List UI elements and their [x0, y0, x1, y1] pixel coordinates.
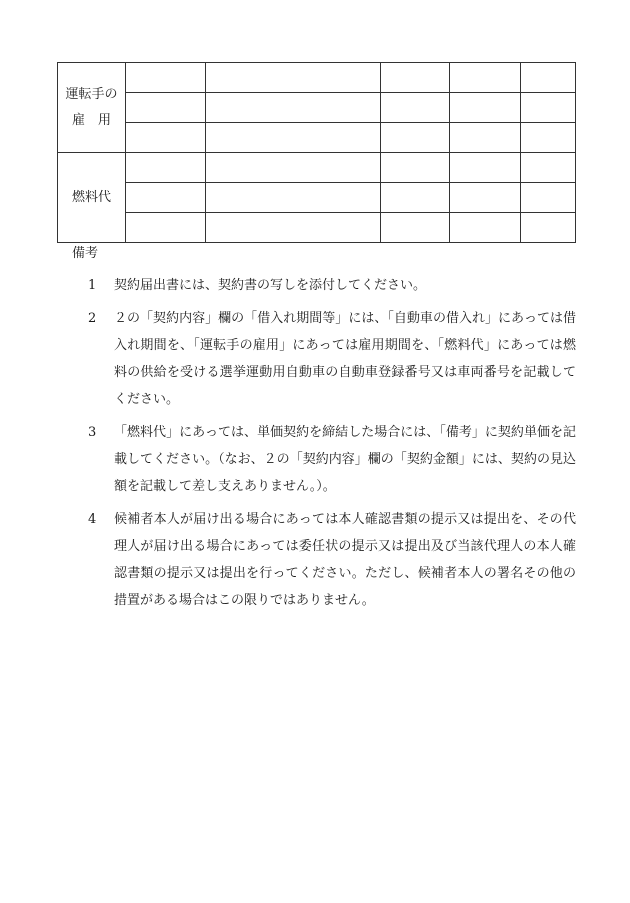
table-cell: [450, 213, 521, 243]
table-cell: [126, 63, 206, 93]
table-cell: [206, 183, 381, 213]
table-cell: [381, 93, 450, 123]
note-number: 1: [88, 278, 97, 293]
table-cell: [126, 213, 206, 243]
table-cell: [381, 183, 450, 213]
table-row: [58, 123, 576, 153]
note-text: 「燃料代」にあっては、単価契約を締結した場合には、「備考」に契約単価を記載してください。（なお、２の「契約内容」欄の「契約金額」には、契約の見込額を記載して差し支えありません。）。: [114, 425, 576, 494]
table-row: [58, 93, 576, 123]
note-number: 4: [88, 512, 97, 527]
table-cell: [450, 63, 521, 93]
table-cell: [126, 123, 206, 153]
table-cell: [381, 213, 450, 243]
contract-table: [57, 62, 576, 243]
row-header-line: 雇 用: [71, 112, 111, 128]
note-item: [88, 419, 576, 500]
note-text: 契約届出書には、契約書の写しを添付してください。: [114, 278, 427, 293]
table-row: [58, 183, 576, 213]
table-cell: [450, 123, 521, 153]
table-cell: [206, 63, 381, 93]
table-cell: [381, 153, 450, 183]
notes-list: [88, 272, 576, 620]
table-cell: [206, 93, 381, 123]
table-cell: [450, 153, 521, 183]
note-item: [88, 272, 576, 299]
table-row: [58, 63, 576, 93]
table-cell: [450, 183, 521, 213]
table-cell: [381, 63, 450, 93]
row-header-driver-employment: [58, 63, 126, 153]
table-cell: [206, 153, 381, 183]
note-number: 2: [88, 311, 97, 326]
table-cell: [206, 213, 381, 243]
table-cell: [450, 93, 521, 123]
table-cell: [206, 123, 381, 153]
table-cell: [521, 63, 576, 93]
notes-heading: 備考: [72, 246, 99, 261]
note-text: ２の「契約内容」欄の「借入れ期間等」には、「自動車の借入れ」にあっては借入れ期間を、「運転手の雇用」にあっては雇用期間を、「燃料代」にあっては燃料の供給を受ける選挙運動用自動車の自動車登録番号又は車両番号を記載してください。: [114, 311, 576, 407]
table-cell: [521, 153, 576, 183]
table-row: [58, 153, 576, 183]
table-cell: [381, 123, 450, 153]
note-number: 3: [88, 425, 97, 440]
note-text: 候補者本人が届け出る場合にあっては本人確認書類の提示又は提出を、その代理人が届け出る場合にあっては委任状の提示又は提出及び当該代理人の本人確認書類の提示又は提出を行ってください。ただし、候補者本人の署名その他の措置がある場合はこの限りではありません。: [114, 512, 576, 608]
row-header-line: 燃料代: [71, 189, 111, 205]
table-cell: [521, 93, 576, 123]
table-cell: [521, 183, 576, 213]
table-cell: [126, 153, 206, 183]
note-item: [88, 506, 576, 614]
note-item: [88, 305, 576, 413]
row-header-line: 運転手の: [65, 86, 118, 102]
table-cell: [521, 123, 576, 153]
table-cell: [521, 213, 576, 243]
table-cell: [126, 183, 206, 213]
table-row: [58, 213, 576, 243]
row-header-fuel-cost: [58, 153, 126, 243]
table-cell: [126, 93, 206, 123]
